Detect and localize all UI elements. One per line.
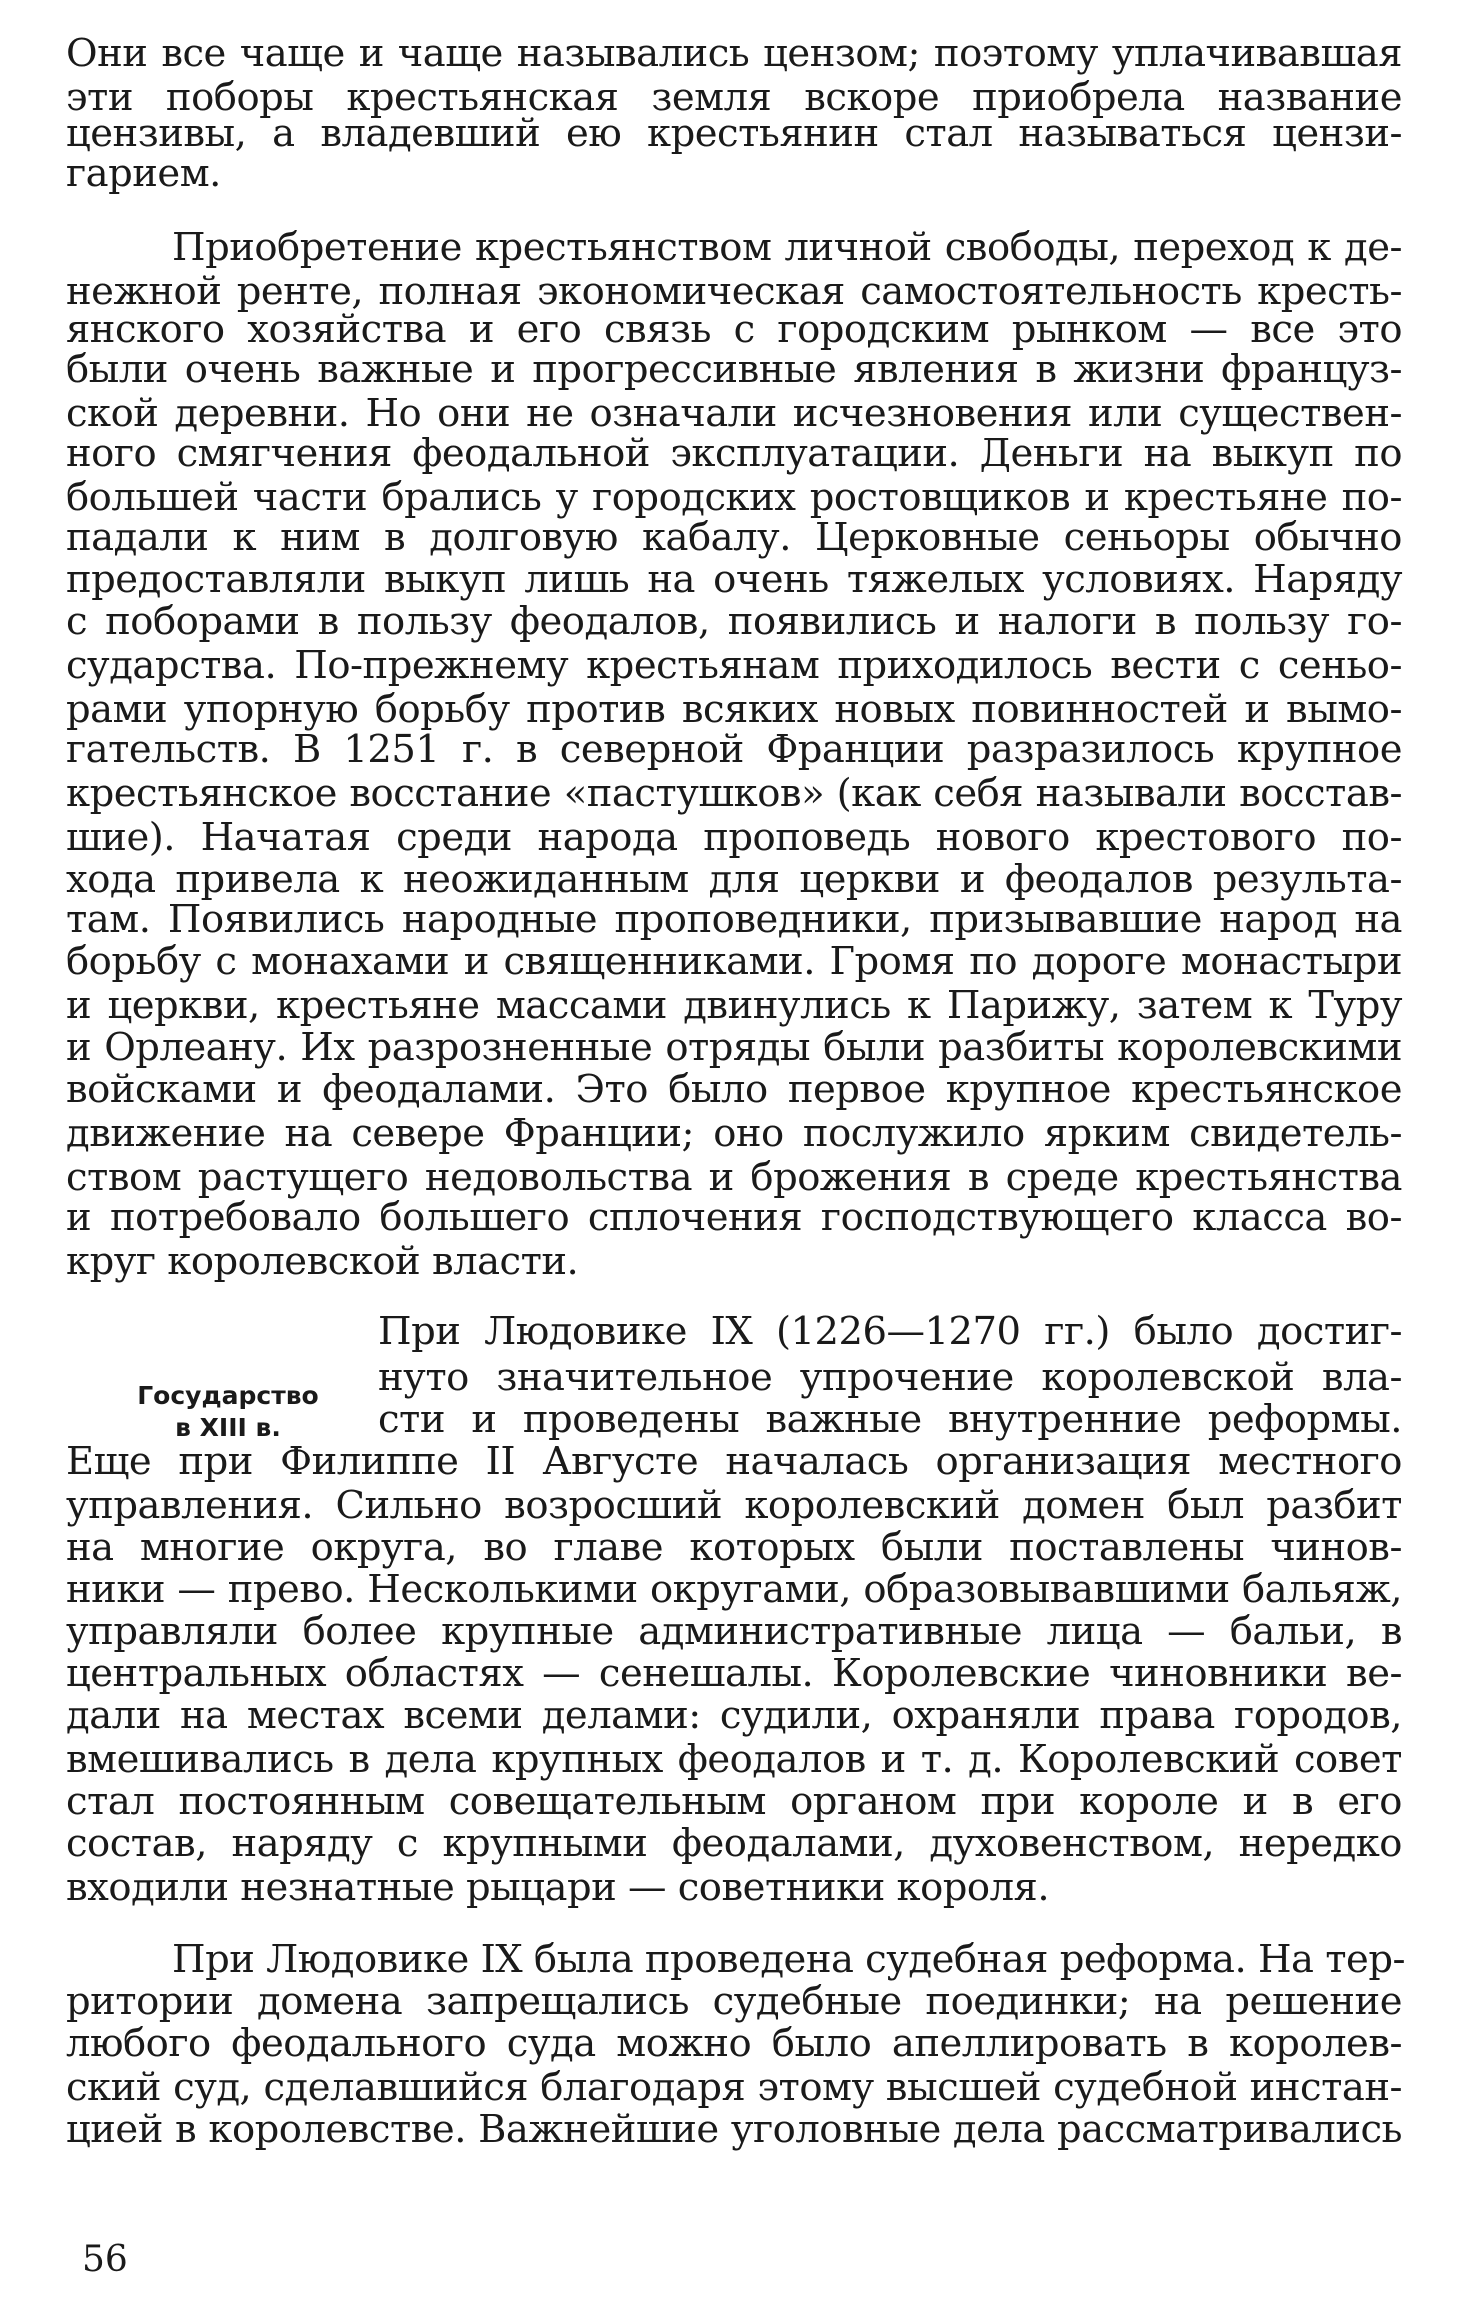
- text-line: были очень важные и прогрессивные явления в жизни француз-: [66, 347, 1402, 392]
- text-line: и Орлеану. Их разрозненные отряды были разбиты королевскими: [66, 1025, 1402, 1070]
- text-line: любого феодального суда можно было апеллировать в королев-: [66, 2021, 1402, 2066]
- text-line: стал постоянным совещательным органом при короле и в его: [66, 1779, 1402, 1824]
- side-heading-line: в XIII в.: [175, 1413, 281, 1442]
- text-line: там. Появились народные проповедники, призывавшие народ на: [66, 897, 1402, 942]
- text-line: с поборами в пользу феодалов, появились и налоги в пользу го-: [66, 599, 1402, 644]
- text-line: хода привела к неожиданным для церкви и феодалов результа-: [66, 857, 1402, 902]
- text-line: ники — прево. Несколькими округами, образовывавшими бальяж,: [66, 1567, 1402, 1612]
- text-line: управления. Сильно возросший королевский домен был разбит: [66, 1483, 1402, 1528]
- text-line: вмешивались в дела крупных феодалов и т. д. Королевский совет: [66, 1737, 1402, 1782]
- text-line: войсками и феодалами. Это было первое крупное крестьянское: [66, 1067, 1402, 1112]
- text-line: цензивы, а владевший ею крестьянин стал называться цензи-: [66, 111, 1402, 156]
- text-line: При Людовике IX (1226—1270 гг.) было достиг-: [378, 1309, 1402, 1354]
- text-line: шие). Начатая среди народа проповедь нового крестового по-: [66, 815, 1402, 860]
- text-line: ного смягчения феодальной эксплуатации. Деньги на выкуп по: [66, 431, 1402, 476]
- text-line: ритории домена запрещались судебные поединки; на решение: [66, 1979, 1402, 2024]
- text-line: гарием.: [66, 151, 221, 196]
- text-line: крестьянское восстание «пастушков» (как себя называли восстав-: [66, 771, 1402, 816]
- text-line: эти поборы крестьянская земля вскоре приобрела название: [66, 75, 1402, 120]
- text-line: и потребовало большего сплочения господствующего класса во-: [66, 1195, 1402, 1240]
- text-line: рами упорную борьбу против всяких новых повинностей и вымо-: [66, 687, 1402, 732]
- text-line: При Людовике IX была проведена судебная реформа. На тер-: [172, 1937, 1405, 1982]
- text-line: ством растущего недовольства и брожения в среде крестьянства: [66, 1155, 1402, 1200]
- text-line: движение на севере Франции; оно послужило ярким свидетель-: [66, 1111, 1402, 1156]
- text-line: нуто значительное упрочение королевской вла-: [378, 1355, 1402, 1400]
- text-line: падали к ним в долговую кабалу. Церковные сеньоры обычно: [66, 515, 1402, 560]
- text-line: большей части брались у городских ростовщиков и крестьяне по-: [66, 475, 1402, 520]
- text-line: ской деревни. Но они не означали исчезновения или существен-: [66, 391, 1402, 436]
- text-line: на многие округа, во главе которых были поставлены чинов-: [66, 1525, 1402, 1570]
- text-line: Еще при Филиппе II Августе началась организация местного: [66, 1439, 1402, 1484]
- side-heading: [118, 1380, 338, 1444]
- text-line: входили незнатные рыцари — советники короля.: [66, 1865, 1050, 1910]
- text-line: сти и проведены важные внутренние реформы.: [378, 1397, 1402, 1442]
- text-line: ский суд, сделавшийся благодаря этому высшей судебной инстан-: [66, 2065, 1402, 2110]
- text-line: центральных областях — сенешалы. Королевские чиновники ве-: [66, 1651, 1402, 1696]
- text-line: цией в королевстве. Важнейшие уголовные дела рассматривались: [66, 2107, 1402, 2152]
- text-line: гательств. В 1251 г. в северной Франции разразилось крупное: [66, 727, 1402, 772]
- text-line: управляли более крупные административные лица — бальи, в: [66, 1609, 1402, 1654]
- text-line: круг королевской власти.: [66, 1239, 579, 1284]
- text-line: состав, наряду с крупными феодалами, духовенством, нередко: [66, 1821, 1402, 1866]
- text-line: предоставляли выкуп лишь на очень тяжелых условиях. Наряду: [66, 557, 1402, 602]
- side-heading-line: Государство: [137, 1381, 319, 1410]
- text-line: борьбу с монахами и священниками. Громя по дороге монастыри: [66, 939, 1402, 984]
- text-line: нежной ренте, полная экономическая самостоятельность кресть-: [66, 269, 1402, 314]
- text-line: Они все чаще и чаще назывались цензом; поэтому уплачивавшая: [66, 31, 1402, 76]
- text-line: Приобретение крестьянством личной свободы, переход к де-: [172, 225, 1402, 270]
- text-line: и церкви, крестьяне массами двинулись к Парижу, затем к Туру: [66, 983, 1402, 1028]
- page-number: 56: [82, 2239, 128, 2280]
- text-line: дали на местах всеми делами: судили, охраняли права городов,: [66, 1693, 1402, 1738]
- text-line: янского хозяйства и его связь с городским рынком — все это: [66, 307, 1402, 352]
- text-line: сударства. По-прежнему крестьянам приходилось вести с сеньо-: [66, 643, 1402, 688]
